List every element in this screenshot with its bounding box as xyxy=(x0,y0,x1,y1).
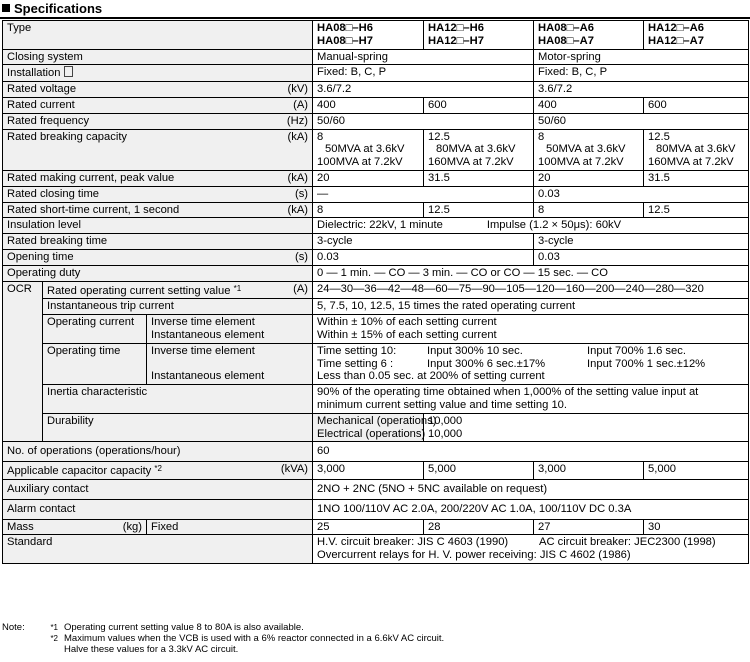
value-cell: Manual-spring xyxy=(313,49,534,65)
heading-rule xyxy=(0,17,750,19)
value-cell: 400 xyxy=(534,97,644,113)
row-label: Rated breaking time xyxy=(3,234,313,250)
value-cell: 20 xyxy=(313,170,424,186)
value-cell: 3-cycle xyxy=(534,234,749,250)
table-row xyxy=(3,343,749,384)
value-cell: 5,000 xyxy=(424,462,534,480)
value-cell: 8 xyxy=(313,202,424,218)
value-cell: 30 xyxy=(644,519,749,535)
row-label: Operating current xyxy=(43,315,147,344)
value-cell: 12.5 xyxy=(644,202,749,218)
value-cell: 50/60 xyxy=(534,113,749,129)
footnote-2-cont: Halve these values for a 3.3kV AC circuit. xyxy=(64,644,239,655)
checkbox-square-icon xyxy=(64,66,73,77)
footnote-2: Maximum values when the VCB is used with a 6% reactor connected in a 6.6kV AC circuit. xyxy=(64,633,445,644)
value-cell: 3.6/7.2 xyxy=(534,82,749,98)
value-cell: 31.5 xyxy=(644,170,749,186)
ocr-label: OCR xyxy=(3,281,43,442)
row-label: Type xyxy=(3,21,313,50)
row-label: Alarm contact xyxy=(3,499,313,519)
table-row xyxy=(3,82,749,98)
table-row xyxy=(3,385,749,414)
value-cell: 600 xyxy=(644,97,749,113)
footnote-1: Operating current setting value 8 to 80A is also available. xyxy=(64,622,304,633)
value-cell: 3,000 xyxy=(534,462,644,480)
table-row xyxy=(3,519,749,535)
value-cell: 25 xyxy=(313,519,424,535)
row-label: Durability xyxy=(43,413,313,442)
value-cell: 1NO 100/110V AC 2.0A, 200/220V AC 1.0A, 100/110V DC 0.3A xyxy=(313,499,749,519)
row-label: Standard xyxy=(3,535,313,564)
row-label: Closing system xyxy=(3,49,313,65)
row-label: Rated voltage (kV) xyxy=(3,82,313,98)
table-row xyxy=(3,462,749,480)
row-label: Rated operating current setting value $^{*1}$ (A) xyxy=(43,281,313,299)
section-heading: Specifications xyxy=(2,1,102,16)
row-label: Insulation level xyxy=(3,218,313,234)
value-cell: Fixed: B, C, P xyxy=(534,65,749,82)
table-row xyxy=(3,65,749,82)
value-cell: 12.5 80MVA at 3.6kV 160MVA at 7.2kV xyxy=(644,129,749,170)
row-label: Rated making current, peak value (kA) xyxy=(3,170,313,186)
value-cell: 8 50MVA at 3.6kV 100MVA at 7.2kV xyxy=(534,129,644,170)
row-label: No. of operations (operations/hour) xyxy=(3,442,313,462)
table-row xyxy=(3,113,749,129)
row-label: Inertia characteristic xyxy=(43,385,313,414)
sub-label: Inverse time element Instantaneous element xyxy=(147,343,313,384)
table-row xyxy=(3,202,749,218)
value-cell: 0.03 xyxy=(313,249,534,265)
value-cell: 31.5 xyxy=(424,170,534,186)
value-cell: Fixed: B, C, P xyxy=(313,65,534,82)
model-cell: HA08□–H6 HA08□–H7 xyxy=(313,21,424,50)
table-row xyxy=(3,281,749,299)
footnotes: Note: *1 Operating current setting value 8 to 80A is also available. *2 Maximum values when the VCB is used with a 6% reactor connected in a 6.6kV AC circuit. Halve these values for a 3.3kV AC circuit. xyxy=(2,622,445,655)
table-row xyxy=(3,413,749,442)
row-label: Operating duty xyxy=(3,265,313,281)
row-label: Opening time (s) xyxy=(3,249,313,265)
table-row xyxy=(3,97,749,113)
value-cell: 8 50MVA at 3.6kV 100MVA at 7.2kV xyxy=(313,129,424,170)
value-cell: 27 xyxy=(534,519,644,535)
value-cell: 12.5 xyxy=(424,202,534,218)
value-cell: 60 xyxy=(313,442,749,462)
sub-label: Fixed xyxy=(147,519,313,535)
value-cell: Dielectric: 22kV, 1 minute Impulse (1.2 × 50μs): 60kV xyxy=(313,218,749,234)
value-cell: 12.5 80MVA at 3.6kV 160MVA at 7.2kV xyxy=(424,129,534,170)
row-label: Applicable capacitor capacity $^{*2}$ (kVA) xyxy=(3,462,313,480)
row-label: Installation xyxy=(3,65,313,82)
table-row xyxy=(3,479,749,499)
value-cell: 0 — 1 min. — CO — 3 min. — CO or CO — 15 sec. — CO xyxy=(313,265,749,281)
value-cell: 5, 7.5, 10, 12.5, 15 times the rated operating current xyxy=(313,299,749,315)
table-row xyxy=(3,265,749,281)
value-cell: 400 xyxy=(313,97,424,113)
table-row xyxy=(3,499,749,519)
table-row xyxy=(3,442,749,462)
row-label: Rated breaking capacity (kA) xyxy=(3,129,313,170)
value-cell: 0.03 xyxy=(534,249,749,265)
table-row xyxy=(3,234,749,250)
square-bullet-icon xyxy=(2,4,10,12)
row-label: Mass (kg) xyxy=(3,519,147,535)
row-label: Operating time xyxy=(43,343,147,384)
sub-label: Inverse time element Instantaneous element xyxy=(147,315,313,344)
table-row xyxy=(3,299,749,315)
value-cell: 50/60 xyxy=(313,113,534,129)
table-row xyxy=(3,186,749,202)
value-cell: Within ± 10% of each setting current Within ± 15% of each setting current xyxy=(313,315,749,344)
row-label: Rated current (A) xyxy=(3,97,313,113)
spec-table xyxy=(2,20,749,564)
table-row xyxy=(3,535,749,564)
table-row xyxy=(3,129,749,170)
value-cell: 0.03 xyxy=(534,186,749,202)
value-cell: 8 xyxy=(534,202,644,218)
table-row xyxy=(3,49,749,65)
value-cell: 10,000 10,000 xyxy=(424,413,749,442)
value-cell: 3,000 xyxy=(313,462,424,480)
value-cell: Motor-spring xyxy=(534,49,749,65)
table-row xyxy=(3,249,749,265)
value-cell: 5,000 xyxy=(644,462,749,480)
value-cell: — xyxy=(313,186,534,202)
row-label: Rated short-time current, 1 second (kA) xyxy=(3,202,313,218)
row-label: Auxiliary contact xyxy=(3,479,313,499)
value-cell: 20 xyxy=(534,170,644,186)
value-cell: 2NO + 2NC (5NO + 5NC available on request) xyxy=(313,479,749,499)
sub-label: Mechanical (operations) Electrical (operations) xyxy=(313,413,424,442)
row-label: Rated frequency (Hz) xyxy=(3,113,313,129)
model-cell: HA08□–A6 HA08□–A7 xyxy=(534,21,644,50)
model-cell: HA12□–H6 HA12□–H7 xyxy=(424,21,534,50)
value-cell: 600 xyxy=(424,97,534,113)
model-cell: HA12□–A6 HA12□–A7 xyxy=(644,21,749,50)
table-row xyxy=(3,315,749,344)
value-cell: 28 xyxy=(424,519,534,535)
table-row xyxy=(3,170,749,186)
value-cell: H.V. circuit breaker: JIS C 4603 (1990) AC circuit breaker: JEC2300 (1998) Overcurrent relays for H. V. power receiving: JIS C 4602 (1986) xyxy=(313,535,749,564)
value-cell: Time setting 10: Input 300% 10 sec. Input 700% 1.6 sec. Time setting 6 : Input 300% 6 sec.±17% Input 700% 1 sec.±12% Less than 0.05 sec. at 200% of setting current xyxy=(313,343,749,384)
value-cell: 3-cycle xyxy=(313,234,534,250)
value-cell: 90% of the operating time obtained when 1,000% of the setting value input at minimum current setting value and time setting 10. xyxy=(313,385,749,414)
value-cell: 3.6/7.2 xyxy=(313,82,534,98)
row-label: Rated closing time (s) xyxy=(3,186,313,202)
table-row xyxy=(3,21,749,50)
table-row xyxy=(3,218,749,234)
value-cell: 24—30—36—42—48—60—75—90—105—120—160—200—240—280—320 xyxy=(313,281,749,299)
row-label: Instantaneous trip current xyxy=(43,299,313,315)
